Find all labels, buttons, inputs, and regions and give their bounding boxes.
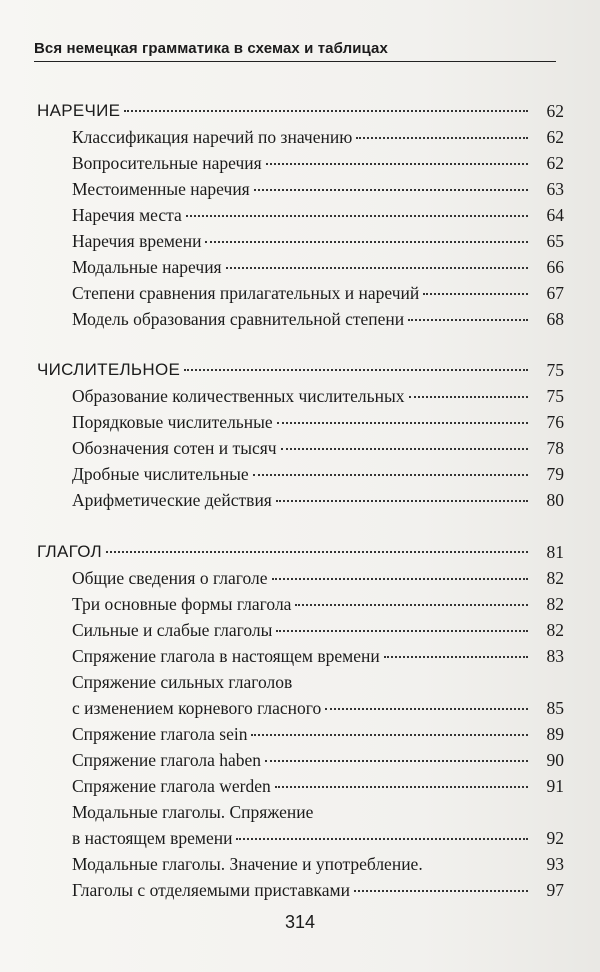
page-number: 81 <box>546 542 564 562</box>
toc-item <box>0 202 600 228</box>
dot-leader <box>295 604 528 606</box>
dot-leader <box>277 422 528 424</box>
item-label: Спряжение глагола в настоящем времени <box>72 646 380 666</box>
dot-leader <box>272 578 529 580</box>
page-number: 78 <box>546 438 564 458</box>
dot-leader <box>276 630 528 632</box>
dot-leader <box>423 293 528 295</box>
dot-leader <box>265 760 528 762</box>
page-number: 79 <box>546 464 564 484</box>
dot-leader <box>186 215 528 217</box>
toc-item <box>0 124 600 150</box>
page-number: 62 <box>546 101 564 121</box>
page-number: 85 <box>546 698 564 718</box>
page-number: 90 <box>546 750 564 770</box>
dot-leader <box>275 786 528 788</box>
page-number: 67 <box>546 283 564 303</box>
dot-leader <box>356 137 528 139</box>
toc-item <box>0 228 600 254</box>
toc-item <box>0 747 600 773</box>
item-label: Дробные числительные <box>72 464 249 484</box>
item-label: Спряжение глагола haben <box>72 750 262 770</box>
item-label: с изменением корневого гласного <box>72 698 322 718</box>
page-number: 65 <box>546 231 564 251</box>
toc-item <box>0 721 600 747</box>
page-number: 75 <box>546 360 564 380</box>
toc-item <box>0 851 600 877</box>
section-title: ЧИСЛИТЕЛЬНОЕ <box>37 360 181 379</box>
page-number: 64 <box>546 205 564 225</box>
toc-item <box>0 254 600 280</box>
dot-leader <box>281 448 528 450</box>
toc-item <box>0 617 600 643</box>
toc-item <box>0 591 600 617</box>
page-number: 82 <box>546 620 564 640</box>
dot-leader <box>184 369 528 371</box>
toc-item <box>0 643 600 669</box>
page-number: 91 <box>546 776 564 796</box>
toc-item <box>0 306 600 332</box>
page-number: 76 <box>546 412 564 432</box>
page-number: 92 <box>546 828 564 848</box>
dot-leader <box>251 734 528 736</box>
item-label: Модальные глаголы. Значение и употребление. <box>72 854 423 874</box>
item-label: Наречия времени <box>72 231 202 251</box>
item-label: Общие сведения о глаголе <box>72 568 268 588</box>
dot-leader <box>408 319 528 321</box>
dot-leader <box>354 890 528 892</box>
item-label: Сильные и слабые глаголы <box>72 620 273 640</box>
item-label: Классификация наречий по значению <box>72 127 353 147</box>
page-number: 66 <box>546 257 564 277</box>
item-label: Наречия места <box>72 205 182 225</box>
toc-section-numeral <box>0 357 600 383</box>
item-label: Арифметические действия <box>72 490 272 510</box>
page-number: 89 <box>546 724 564 744</box>
item-label: Степени сравнения прилагательных и наречий <box>72 283 420 303</box>
page-number: 63 <box>546 179 564 199</box>
item-label: Модальные глаголы. Спряжение <box>72 802 314 822</box>
item-label: Спряжение сильных глаголов <box>72 672 293 692</box>
item-label: Обозначения сотен и тысяч <box>72 438 277 458</box>
item-label: Модель образования сравнительной степени <box>72 309 405 329</box>
item-label: Порядковые числительные <box>72 412 273 432</box>
page-number: 75 <box>546 386 564 406</box>
dot-leader <box>106 551 528 553</box>
dot-leader <box>205 241 528 243</box>
dot-leader <box>253 474 528 476</box>
dot-leader <box>226 267 528 269</box>
toc-item <box>0 409 600 435</box>
toc-item <box>0 383 600 409</box>
item-label: Глаголы с отделяемыми приставками <box>72 880 350 900</box>
section-title: НАРЕЧИЕ <box>37 101 121 120</box>
toc-item <box>0 773 600 799</box>
page-number: 83 <box>546 646 564 666</box>
page-number: 80 <box>546 490 564 510</box>
toc-item-line2 <box>0 825 600 851</box>
toc-item <box>0 280 600 306</box>
toc-item-line1 <box>0 799 600 825</box>
toc-section-verb <box>0 539 600 565</box>
dot-leader <box>254 189 528 191</box>
toc-item-line2 <box>0 695 600 721</box>
section-title: ГЛАГОЛ <box>37 542 102 561</box>
page-number: 82 <box>546 594 564 614</box>
dot-leader <box>384 656 528 658</box>
toc-item <box>0 487 600 513</box>
dot-leader <box>276 500 528 502</box>
item-label: Модальные наречия <box>72 257 222 277</box>
item-label: Вопросительные наречия <box>72 153 262 173</box>
running-header: Вся немецкая грамматика в схемах и таблицах <box>34 40 556 62</box>
toc-item <box>0 435 600 461</box>
toc-item <box>0 877 600 903</box>
dot-leader <box>266 163 528 165</box>
item-label: Образование количественных числительных <box>72 386 405 406</box>
item-label: в настоящем времени <box>72 828 233 848</box>
item-label: Спряжение глагола sein <box>72 724 248 744</box>
dot-leader <box>236 838 528 840</box>
toc-item-line1 <box>0 669 600 695</box>
item-label: Спряжение глагола werden <box>72 776 271 796</box>
dot-leader <box>124 110 528 112</box>
toc-item <box>0 565 600 591</box>
page-number: 68 <box>546 309 564 329</box>
toc-item <box>0 150 600 176</box>
page-number: 62 <box>546 153 564 173</box>
dot-leader <box>325 708 528 710</box>
page-number: 97 <box>546 880 564 900</box>
dot-leader <box>409 396 528 398</box>
toc-section-adverb <box>0 98 600 124</box>
page-footer-number: 314 <box>284 912 316 932</box>
item-label: Три основные формы глагола <box>72 594 292 614</box>
page-number: 82 <box>546 568 564 588</box>
page-number: 93 <box>546 854 564 874</box>
toc-item <box>0 461 600 487</box>
item-label: Местоименные наречия <box>72 179 250 199</box>
page-number: 62 <box>546 127 564 147</box>
toc-item <box>0 176 600 202</box>
